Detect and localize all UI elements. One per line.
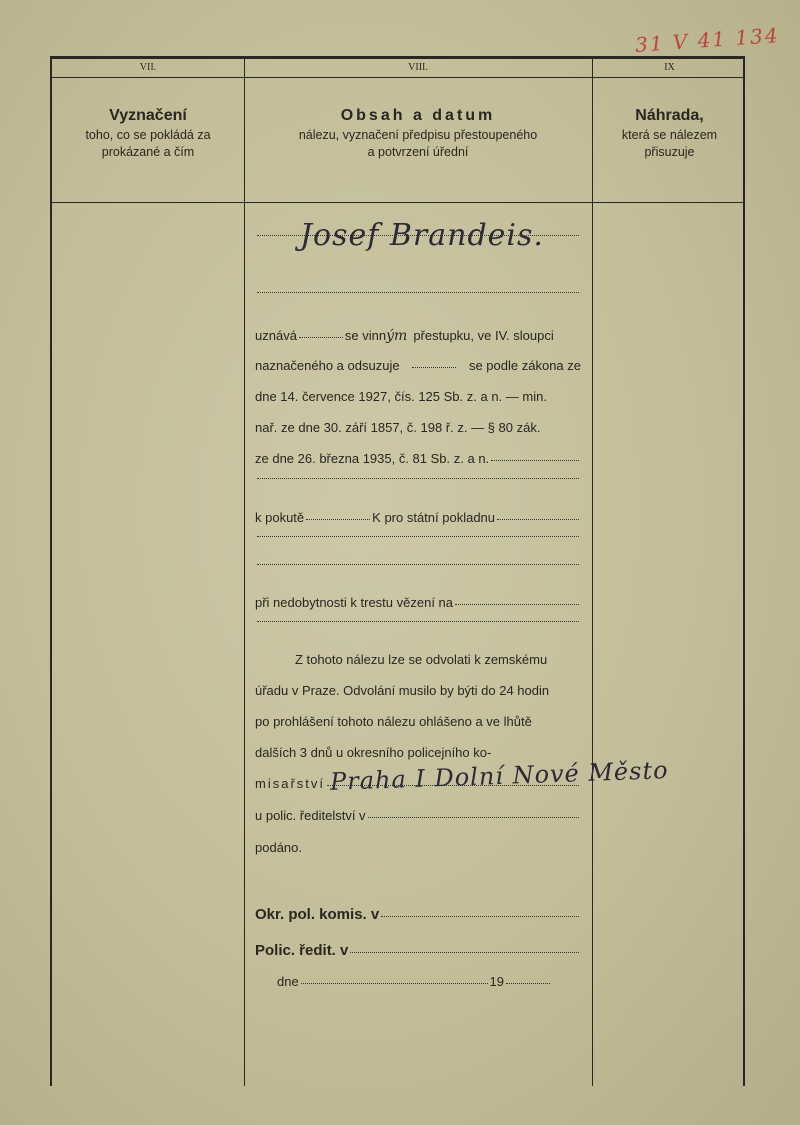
blank-line: [257, 564, 579, 565]
column-divider: [592, 59, 593, 1086]
line-pokuta: k pokutě K pro státní pokladnu: [255, 510, 581, 525]
column-subtitle-line: přisuzuje: [644, 145, 695, 159]
appeal-line: Z tohoto nálezu lze se odvolati k zemskému: [295, 652, 548, 667]
line-polic-redit: Polic. ředit. v: [255, 942, 581, 959]
line-law-1857: nař. ze dne 30. září 1857, č. 198 ř. z. — § 80 zák.: [255, 420, 541, 435]
appeal-line: dalších 3 dnů u okresního policejního ko-: [255, 745, 492, 760]
line-law-1935: ze dne 26. března 1935, č. 81 Sb. z. a n.: [255, 451, 581, 466]
blank-line: [257, 235, 579, 236]
line-komisarstvi: misařství: [255, 776, 581, 791]
column-header-nahrada: [602, 105, 737, 161]
line-okr-pol-komis: Okr. pol. komis. v: [255, 906, 581, 923]
line-law-1927: dne 14. července 1927, čís. 125 Sb. z. a n. — min.: [255, 389, 547, 404]
handwritten-ending: ým: [386, 328, 408, 344]
column-header-obsah: [254, 105, 582, 161]
column-subtitle-line: toho, co se pokládá za: [85, 128, 211, 142]
line-reditelstvi: u polic. ředitelství v: [255, 808, 581, 823]
row-divider: [52, 202, 743, 203]
column-header-vyznaceni: [62, 105, 234, 161]
line-vezeni: při nedobytnosti k trestu vězení na: [255, 595, 581, 610]
column-number-vii: VII.: [139, 62, 157, 73]
corner-handwritten-note: 31 V 41 134: [634, 22, 781, 58]
blank-line: [257, 536, 579, 537]
column-title: Náhrada,: [635, 107, 704, 124]
column-title: Vyznačení: [109, 107, 187, 124]
appeal-line: po prohlášení tohoto nálezu ohlášeno a ve lhůtě: [255, 714, 532, 729]
handwritten-district: Praha I Dolní Nové Město: [329, 756, 669, 796]
column-number-ix: IX: [664, 62, 675, 73]
column-subtitle-line: nálezu, vyznačení předpisu přestoupeného: [298, 128, 538, 142]
column-subtitle-line: a potvrzení úřední: [367, 145, 469, 159]
blank-line: [257, 621, 579, 622]
blank-line: [257, 292, 579, 293]
line-date: dne 19: [277, 974, 552, 989]
column-subtitle-line: prokázané a čím: [101, 145, 195, 159]
row-divider: [52, 77, 743, 78]
column-subtitle-line: která se nálezem: [621, 128, 718, 142]
column-title: Obsah a datum: [340, 107, 496, 124]
line-naznaceneho: naznačeného a odsuzuje se podle zákona ze: [255, 358, 581, 373]
appeal-line: úřadu v Praze. Odvolání musilo by býti do 24 hodin: [255, 683, 550, 698]
column-divider: [244, 59, 245, 1086]
line-uznava: uznává se vinn ým přestupku, ve IV. sloupci: [255, 328, 554, 344]
blank-line: [257, 478, 579, 479]
column-number-viii: VIII.: [408, 62, 428, 73]
line-podano: podáno.: [255, 840, 302, 855]
handwritten-name: Josef Brandeis.: [300, 218, 544, 253]
form-table: [50, 56, 745, 1086]
